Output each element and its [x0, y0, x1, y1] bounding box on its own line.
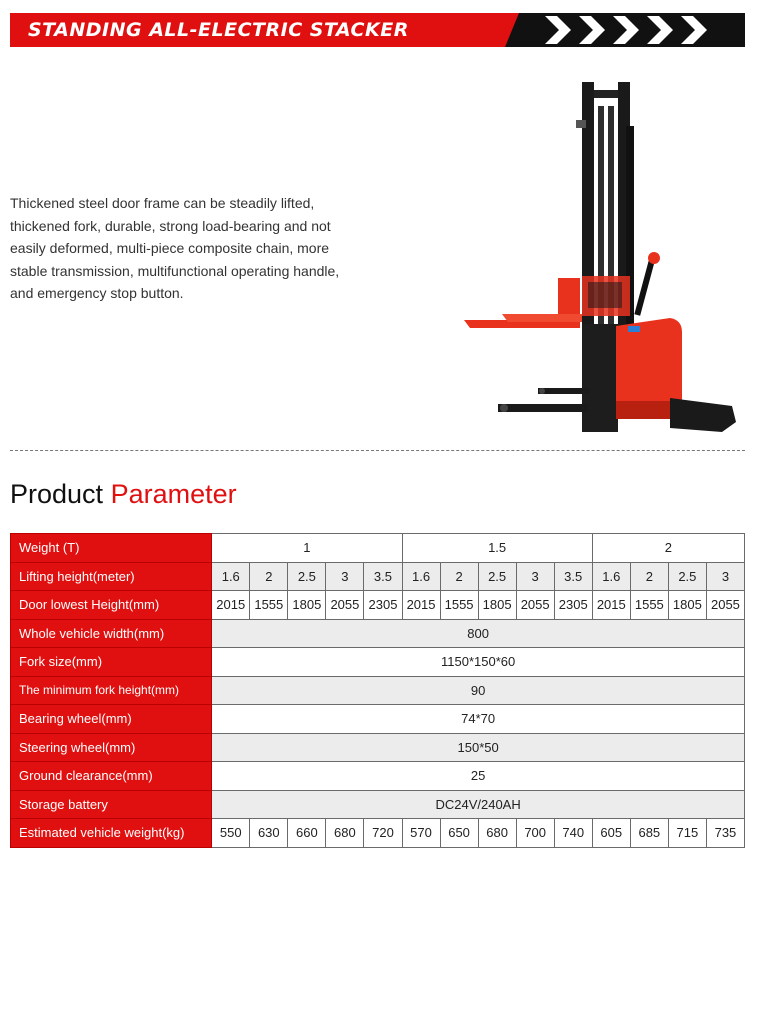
row-ground-clearance: [11, 762, 745, 791]
lifting-height-cell: 1.6: [212, 562, 250, 591]
door-height-cell: 2055: [516, 591, 554, 620]
section-divider: [10, 450, 745, 451]
vehicle-weight-cell: 680: [478, 819, 516, 848]
row-battery: [11, 790, 745, 819]
label-lifting-height: Lifting height(meter): [11, 562, 212, 591]
label-bearing-wheel: Bearing wheel(mm): [11, 705, 212, 734]
door-height-cell: 1555: [440, 591, 478, 620]
lifting-height-cell: 3: [516, 562, 554, 591]
section-title-part1: Product: [10, 479, 104, 509]
lifting-height-cell: 1.6: [402, 562, 440, 591]
row-door-height: [11, 591, 745, 620]
row-steering-wheel: [11, 733, 745, 762]
row-fork-size: [11, 648, 745, 677]
weight-group-cell: 2: [592, 534, 744, 563]
row-lifting-height: [11, 562, 745, 591]
vehicle-weight-cell: 660: [288, 819, 326, 848]
vehicle-weight-cell: 685: [630, 819, 668, 848]
door-height-cell: 2055: [326, 591, 364, 620]
lifting-height-cell: 2: [250, 562, 288, 591]
value-bearing-wheel: 74*70: [212, 705, 745, 734]
lifting-height-cell: 3.5: [554, 562, 592, 591]
door-height-cell: 1805: [668, 591, 706, 620]
lifting-height-cell: 3.5: [364, 562, 402, 591]
door-height-cell: 2305: [364, 591, 402, 620]
vehicle-weight-cell: 700: [516, 819, 554, 848]
lifting-height-cell: 1.6: [592, 562, 630, 591]
door-height-cell: 2305: [554, 591, 592, 620]
vehicle-weight-cell: 550: [212, 819, 250, 848]
weight-group-cell: 1.5: [402, 534, 592, 563]
row-width: [11, 619, 745, 648]
label-ground-clearance: Ground clearance(mm): [11, 762, 212, 791]
vehicle-weight-cell: 570: [402, 819, 440, 848]
vehicle-weight-cell: 740: [554, 819, 592, 848]
row-min-fork-height: [11, 676, 745, 705]
value-steering-wheel: 150*50: [212, 733, 745, 762]
row-vehicle-weight: [11, 819, 745, 848]
product-description: Thickened steel door frame can be steadily lifted, thickened fork, durable, strong load-bearing and not easily deformed, multi-piece composite chain, more stable transmission, multifunctional operating handle, and emergency stop button.: [10, 195, 340, 301]
label-vehicle-weight: Estimated vehicle weight(kg): [11, 819, 212, 848]
row-bearing-wheel: [11, 705, 745, 734]
weight-group-cell: 1: [212, 534, 402, 563]
door-height-cell: 2015: [402, 591, 440, 620]
label-door-height: Door lowest Height(mm): [11, 591, 212, 620]
electric-stacker-image: [458, 76, 743, 441]
vehicle-weight-cell: 735: [706, 819, 744, 848]
door-height-cell: 2015: [592, 591, 630, 620]
vehicle-weight-cell: 720: [364, 819, 402, 848]
lifting-height-cell: 2.5: [478, 562, 516, 591]
lifting-height-cell: 3: [706, 562, 744, 591]
lifting-height-cell: 3: [326, 562, 364, 591]
chevron-arrows-icon: [505, 13, 745, 47]
vehicle-weight-cell: 680: [326, 819, 364, 848]
parameter-table: [10, 533, 745, 848]
value-width: 800: [212, 619, 745, 648]
section-title-part2: Parameter: [110, 479, 237, 509]
banner-title: STANDING ALL-ELECTRIC STACKER: [28, 19, 409, 41]
door-height-cell: 1805: [288, 591, 326, 620]
vehicle-weight-cell: 715: [668, 819, 706, 848]
door-height-cell: 2055: [706, 591, 744, 620]
label-min-fork-height: The minimum fork height(mm): [11, 676, 212, 705]
value-min-fork-height: 90: [212, 676, 745, 705]
header-banner: [10, 13, 745, 47]
vehicle-weight-cell: 630: [250, 819, 288, 848]
door-height-cell: 1805: [478, 591, 516, 620]
door-height-cell: 2015: [212, 591, 250, 620]
value-fork-size: 1150*150*60: [212, 648, 745, 677]
value-ground-clearance: 25: [212, 762, 745, 791]
label-steering-wheel: Steering wheel(mm): [11, 733, 212, 762]
value-battery: DC24V/240AH: [212, 790, 745, 819]
lifting-height-cell: 2: [440, 562, 478, 591]
vehicle-weight-cell: 605: [592, 819, 630, 848]
section-title: [10, 476, 237, 512]
lifting-height-cell: 2: [630, 562, 668, 591]
label-weight: Weight (T): [11, 534, 212, 563]
lifting-height-cell: 2.5: [288, 562, 326, 591]
row-weight: [11, 534, 745, 563]
label-width: Whole vehicle width(mm): [11, 619, 212, 648]
door-height-cell: 1555: [630, 591, 668, 620]
label-fork-size: Fork size(mm): [11, 648, 212, 677]
banner-arrow-strip: [505, 13, 745, 47]
vehicle-weight-cell: 650: [440, 819, 478, 848]
door-height-cell: 1555: [250, 591, 288, 620]
lifting-height-cell: 2.5: [668, 562, 706, 591]
label-battery: Storage battery: [11, 790, 212, 819]
